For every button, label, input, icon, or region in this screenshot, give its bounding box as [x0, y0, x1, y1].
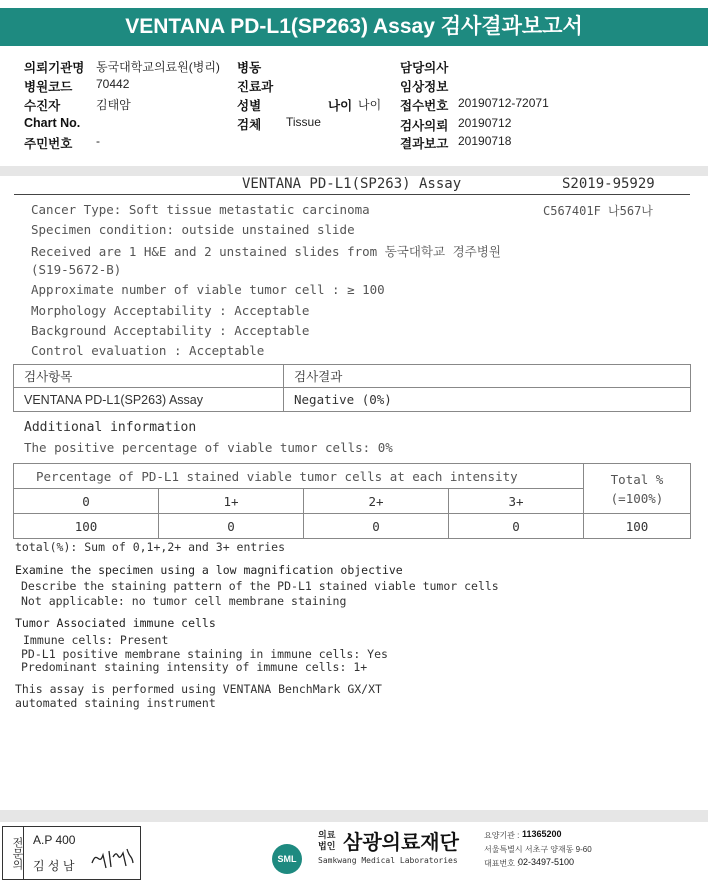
- report-line: Approximate number of viable tumor cell : ≥ 100: [31, 282, 385, 297]
- receipt-no-value: 20190712-72071: [458, 96, 549, 110]
- resident-no-value: -: [96, 134, 100, 148]
- immune-line: Immune cells: Present: [23, 633, 169, 647]
- org-prefix-2: 법인: [318, 841, 336, 851]
- total-header-line2: (=100%): [610, 490, 664, 506]
- additional-text: The positive percentage of viable tumor cells: 0%: [24, 440, 393, 455]
- intensity-level: 2+: [304, 489, 449, 514]
- sex-label: 성별: [237, 99, 262, 113]
- signature-box-label: 전문의: [3, 827, 24, 879]
- test-request-value: 20190712: [458, 116, 512, 130]
- ward-label: 병동: [237, 61, 262, 75]
- org-name-kr: 삼광의료재단: [343, 832, 459, 854]
- total-header: [584, 464, 691, 514]
- signature-box: [2, 826, 141, 880]
- institution-value: 동국대학교의료원(병리): [96, 60, 220, 74]
- care-org-label: 요양기관 :: [484, 831, 520, 840]
- report-line: (S19-5672-B): [31, 262, 122, 277]
- age-value: 나이: [358, 98, 382, 112]
- chart-no-label: Chart No.: [24, 116, 81, 130]
- care-org-no: 11365200: [522, 829, 562, 839]
- address: 서울특별시 서초구 양재동 9-60: [484, 845, 592, 854]
- low-mag-line: Describe the staining pattern of the PD-L1 stained viable tumor cells: [21, 579, 499, 593]
- intensity-table: [13, 463, 691, 539]
- test-request-label: 검사의뢰: [400, 119, 449, 133]
- sample-id: C567401F 나567나: [543, 204, 653, 218]
- clinical-info-label: 임상정보: [400, 80, 449, 94]
- intensity-value: 100: [14, 514, 159, 539]
- patient-name-label: 수진자: [24, 99, 61, 113]
- result-row-item: VENTANA PD-L1(SP263) Assay: [14, 388, 284, 412]
- report-line: Specimen condition: outside unstained slide: [31, 222, 355, 237]
- doctor-label: 담당의사: [400, 61, 449, 75]
- result-table: [13, 364, 691, 412]
- immune-line: Predominant staining intensity of immune cells: 1+: [21, 660, 368, 674]
- report-id: S2019-95929: [562, 176, 655, 192]
- patient-name-value: 김태암: [96, 98, 131, 112]
- result-report-label: 결과보고: [400, 137, 449, 151]
- receipt-no-label: 접수번호: [400, 99, 449, 113]
- low-mag-line: Not applicable: no tumor cell membrane staining: [21, 594, 347, 608]
- specimen-value: Tissue: [286, 115, 321, 129]
- total-note: total(%): Sum of 0,1+,2+ and 3+ entries: [15, 540, 286, 554]
- result-report-value: 20190718: [458, 134, 512, 148]
- age-label: 나이: [328, 99, 353, 113]
- result-col-item: 검사항목: [14, 365, 284, 388]
- specimen-label: 검체: [237, 118, 262, 132]
- result-col-result: 검사결과: [284, 365, 691, 388]
- immune-heading: Tumor Associated immune cells: [15, 616, 216, 630]
- total-header-line1: Total %: [610, 471, 664, 487]
- title-underline: [14, 194, 690, 195]
- additional-heading: Additional information: [24, 420, 197, 435]
- immune-line: PD-L1 positive membrane staining in immune cells: Yes: [21, 647, 388, 661]
- resident-no-label: 주민번호: [24, 137, 73, 151]
- intensity-header: Percentage of PD-L1 stained viable tumor cells at each intensity: [14, 464, 584, 489]
- hospital-code-value: 70442: [96, 77, 130, 91]
- footer-text: automated staining instrument: [15, 696, 216, 710]
- org-name-en: Samkwang Medical Laboratories: [318, 856, 458, 865]
- intensity-level: 0: [14, 489, 159, 514]
- result-row-value: Negative (0%): [284, 388, 691, 412]
- intensity-level: 3+: [449, 489, 584, 514]
- low-mag-heading: Examine the specimen using a low magnification objective: [15, 563, 403, 577]
- intensity-value: 0: [304, 514, 449, 539]
- report-line: Control evaluation : Acceptable: [31, 343, 265, 358]
- report-title: VENTANA PD-L1(SP263) Assay 검사결과보고서: [0, 8, 708, 46]
- hospital-code-label: 병원코드: [24, 80, 73, 94]
- signer-code: A.P 400: [33, 833, 76, 847]
- intensity-value: 0: [159, 514, 304, 539]
- institution-label: 의뢰기관명: [24, 61, 85, 75]
- intensity-total: 100: [584, 514, 691, 539]
- logo-icon: SML: [272, 844, 302, 874]
- signer-name: 김 성 남: [33, 859, 75, 873]
- footer-text: This assay is performed using VENTANA BenchMark GX/XT: [15, 682, 382, 696]
- phone-label: 대표번호 :: [484, 859, 520, 868]
- intensity-level: 1+: [159, 489, 304, 514]
- footer-divider: [0, 810, 708, 822]
- report-line: Background Acceptability : Acceptable: [31, 323, 310, 338]
- report-line: Morphology Acceptability : Acceptable: [31, 303, 310, 318]
- intensity-value: 0: [449, 514, 584, 539]
- department-label: 진료과: [237, 80, 274, 94]
- org-prefix-1: 의료: [318, 830, 336, 840]
- assay-title: VENTANA PD-L1(SP263) Assay: [242, 176, 462, 192]
- report-line: Cancer Type: Soft tissue metastatic carcinoma: [31, 202, 370, 217]
- report-line: Received are 1 H&E and 2 unstained slides from 동국대학교 경주병원: [31, 244, 501, 259]
- signature-graphic: [89, 841, 135, 873]
- section-divider: [0, 166, 708, 176]
- phone: 02-3497-5100: [518, 857, 575, 867]
